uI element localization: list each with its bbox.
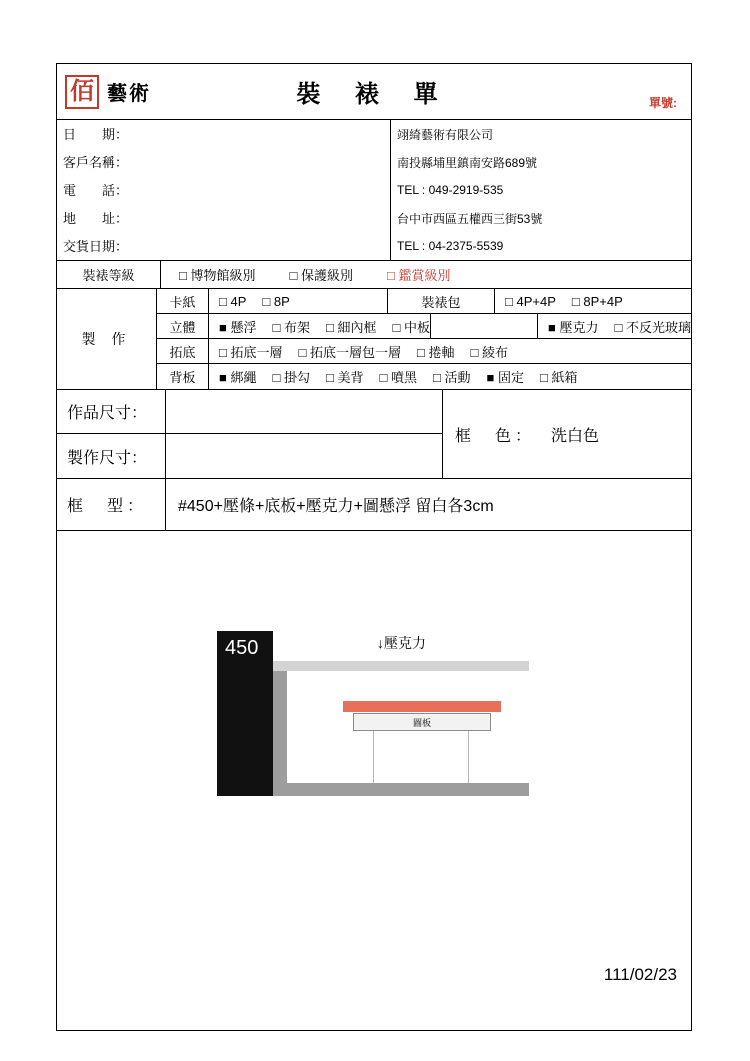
make-row-mat-key: 卡紙 xyxy=(157,289,209,313)
brand-name: 藝術 xyxy=(107,83,151,105)
option-hook-label: 掛勾 xyxy=(283,370,310,385)
option-float-label: 懸浮 xyxy=(230,319,257,335)
acrylic-sheet xyxy=(273,661,529,671)
option-scroll-label: 捲軸 xyxy=(428,344,455,360)
option-silk[interactable] xyxy=(471,342,509,361)
option-carton-label: 紙箱 xyxy=(551,370,578,385)
make-row-mat-options xyxy=(209,289,387,313)
make-size-label: 製作尺寸： xyxy=(67,449,148,467)
field-address[interactable] xyxy=(57,204,390,232)
option-package-8p4p-label: 8P+4P xyxy=(583,293,623,309)
back-board xyxy=(273,783,529,796)
checkbox-glyph: □ xyxy=(417,344,425,360)
field-date[interactable] xyxy=(57,120,390,148)
grade-options xyxy=(161,265,691,284)
option-rope-label: 綁繩 xyxy=(230,370,257,385)
frame-color-label: 框 色： xyxy=(455,427,536,445)
company-phone-taichung: TEL : 04-2375-5539 xyxy=(397,239,504,253)
checkbox-glyph: □ xyxy=(326,319,334,335)
frame-color-value[interactable]: 洗白色 xyxy=(551,427,600,445)
checkbox-glyph: ■ xyxy=(486,370,495,385)
checkbox-glyph: □ xyxy=(433,370,441,385)
field-date-label: 日 期： xyxy=(63,127,129,142)
checkbox-glyph: ■ xyxy=(219,319,227,335)
panel-block xyxy=(353,713,491,731)
option-mat-4p-label: 4P xyxy=(230,293,247,309)
panel-label: 圖板 xyxy=(412,717,431,728)
make-label: 製 作 xyxy=(57,289,157,389)
make-row-backboard xyxy=(157,364,691,389)
checkbox-glyph: □ xyxy=(571,293,580,309)
option-thin-inner-frame-label: 細內框 xyxy=(337,319,377,335)
order-number-label: 單號: xyxy=(649,96,677,110)
option-backing-wrap-label: 拓底一層包一層 xyxy=(309,344,401,360)
checkbox-glyph: □ xyxy=(219,293,227,309)
make-row-backing-key: 拓底 xyxy=(157,339,209,363)
checkbox-glyph: ■ xyxy=(219,370,227,385)
option-scroll[interactable] xyxy=(417,342,455,361)
work-size-row xyxy=(57,390,442,434)
option-middle-board[interactable] xyxy=(393,317,431,336)
sizes-left xyxy=(57,390,443,478)
option-finished-back-label: 美背 xyxy=(337,370,364,385)
option-float[interactable] xyxy=(219,317,257,336)
make-row-backboard-key: 背板 xyxy=(157,364,209,389)
make-section xyxy=(57,289,691,390)
frame-depth-label: 450 xyxy=(225,637,259,659)
option-fixed-label: 固定 xyxy=(497,370,524,385)
artwork-layer xyxy=(343,701,501,712)
option-mat-4p[interactable] xyxy=(219,294,246,309)
company-address-nantou: 南投縣埔里鎮南安路689號 xyxy=(397,155,538,170)
checkbox-glyph: □ xyxy=(272,319,281,335)
option-fixed[interactable] xyxy=(487,367,525,386)
make-row-package-key: 裝裱包 xyxy=(387,289,495,313)
make-row-package-options xyxy=(495,289,691,313)
option-silk-label: 綾布 xyxy=(481,344,508,360)
field-address-label: 地 址： xyxy=(63,211,129,226)
option-mat-8p-label: 8P xyxy=(273,293,290,309)
grade-label: 裝裱等級 xyxy=(57,261,161,288)
option-hook[interactable] xyxy=(273,367,311,386)
option-anti-glare-glass[interactable] xyxy=(615,317,692,336)
make-row-backboard-options xyxy=(209,364,691,389)
form-page xyxy=(56,63,692,1031)
option-rope[interactable] xyxy=(219,367,257,386)
checkbox-glyph: □ xyxy=(392,319,401,335)
option-black-spray-label: 噴黑 xyxy=(390,370,417,385)
footer-date: 111/02/23 xyxy=(603,965,677,984)
sizes-section xyxy=(57,390,691,479)
make-row-glazing-options xyxy=(538,314,691,338)
info-block xyxy=(57,120,691,261)
option-package-4p4p[interactable] xyxy=(505,294,556,309)
checkbox-glyph: □ xyxy=(614,319,623,335)
make-row-backing xyxy=(157,339,691,364)
make-size-row xyxy=(57,434,442,478)
option-black-spray[interactable] xyxy=(380,367,418,386)
option-acrylic[interactable] xyxy=(548,317,599,336)
make-row-dimensional-key: 立體 xyxy=(157,314,209,338)
form-header xyxy=(57,64,691,120)
field-delivery-date[interactable] xyxy=(57,232,390,260)
frame-type-value[interactable]: #450+壓條+底板+壓克力+圖懸浮 留白各3cm xyxy=(165,479,691,530)
spacer-legs xyxy=(373,731,469,783)
option-backing-wrap[interactable] xyxy=(299,342,402,361)
logo-glyph: 佰 xyxy=(70,78,94,105)
frame-cross-section-diagram xyxy=(217,631,537,811)
option-finished-back[interactable] xyxy=(326,367,364,386)
grade-option-appreciation[interactable] xyxy=(387,265,451,284)
checkbox-glyph: □ xyxy=(540,370,548,385)
work-size-value[interactable] xyxy=(165,390,442,433)
grade-option-museum[interactable] xyxy=(179,265,256,284)
frame-inner-wall xyxy=(273,661,287,796)
company-phone-nantou: TEL : 049-2919-535 xyxy=(397,183,504,197)
checkbox-glyph: □ xyxy=(272,370,281,385)
make-row-dimensional-options xyxy=(209,314,430,338)
option-backing-one-layer-label: 拓底一層 xyxy=(230,344,283,360)
option-backing-one-layer[interactable] xyxy=(219,342,283,361)
grade-option-museum-label: 博物館級別 xyxy=(190,268,256,283)
checkbox-glyph: □ xyxy=(326,370,334,385)
work-size-label: 作品尺寸： xyxy=(67,405,148,422)
checkbox-glyph: □ xyxy=(298,344,307,360)
make-size-value[interactable] xyxy=(165,434,442,478)
option-carton[interactable] xyxy=(540,367,578,386)
page-title: 裝 裱 單 xyxy=(296,81,452,108)
frame-color-row xyxy=(443,390,691,478)
option-middle-board-label: 中板 xyxy=(403,319,430,335)
option-movable-label: 活動 xyxy=(444,370,471,385)
option-movable[interactable] xyxy=(433,367,471,386)
frame-depth-block xyxy=(217,631,273,796)
option-package-8p4p[interactable] xyxy=(572,294,623,309)
checkbox-glyph: □ xyxy=(262,293,271,309)
option-package-4p4p-label: 4P+4P xyxy=(516,293,556,309)
field-phone-label: 電 話： xyxy=(63,183,129,198)
company-name: 翊綺藝術有限公司 xyxy=(397,127,494,142)
frame-type-row xyxy=(57,479,691,531)
checkbox-glyph: □ xyxy=(179,268,187,283)
field-phone[interactable] xyxy=(57,176,390,204)
make-rows xyxy=(157,289,691,389)
company-info xyxy=(391,120,691,260)
option-mat-8p[interactable] xyxy=(262,294,289,309)
make-row-glazing-key xyxy=(430,314,538,338)
grade-option-protective-label: 保護級別 xyxy=(300,268,353,283)
grade-row xyxy=(57,261,691,289)
option-fabric-frame-label: 布架 xyxy=(283,319,310,335)
checkbox-glyph: □ xyxy=(505,293,513,309)
checkbox-glyph: □ xyxy=(289,268,298,283)
grade-option-appreciation-label: 鑑賞級別 xyxy=(398,268,451,283)
make-row-dimensional xyxy=(157,314,691,339)
option-thin-inner-frame[interactable] xyxy=(326,317,377,336)
acrylic-annotation: ↓壓克力 xyxy=(377,635,426,651)
make-row-backing-options xyxy=(209,339,691,363)
grade-option-protective[interactable] xyxy=(290,265,354,284)
company-address-taichung: 台中市西區五權西三街53號 xyxy=(397,211,543,226)
field-customer-name[interactable] xyxy=(57,148,390,176)
checkbox-glyph: □ xyxy=(470,344,479,360)
make-row-mat xyxy=(157,289,691,314)
checkbox-glyph: ■ xyxy=(548,319,556,335)
option-acrylic-label: 壓克力 xyxy=(559,319,599,335)
checkbox-glyph: □ xyxy=(387,268,395,283)
diagram-area xyxy=(57,531,691,993)
field-delivery-date-label: 交貨日期： xyxy=(63,239,129,254)
checkbox-glyph: □ xyxy=(219,344,227,360)
frame-type-label: 框 型： xyxy=(67,498,148,515)
customer-info xyxy=(57,120,391,260)
option-fabric-frame[interactable] xyxy=(273,317,311,336)
option-anti-glare-glass-label: 不反光玻璃 xyxy=(625,319,691,335)
field-customer-name-label: 客戶名稱： xyxy=(63,155,129,170)
company-logo xyxy=(65,75,99,109)
checkbox-glyph: □ xyxy=(379,370,388,385)
